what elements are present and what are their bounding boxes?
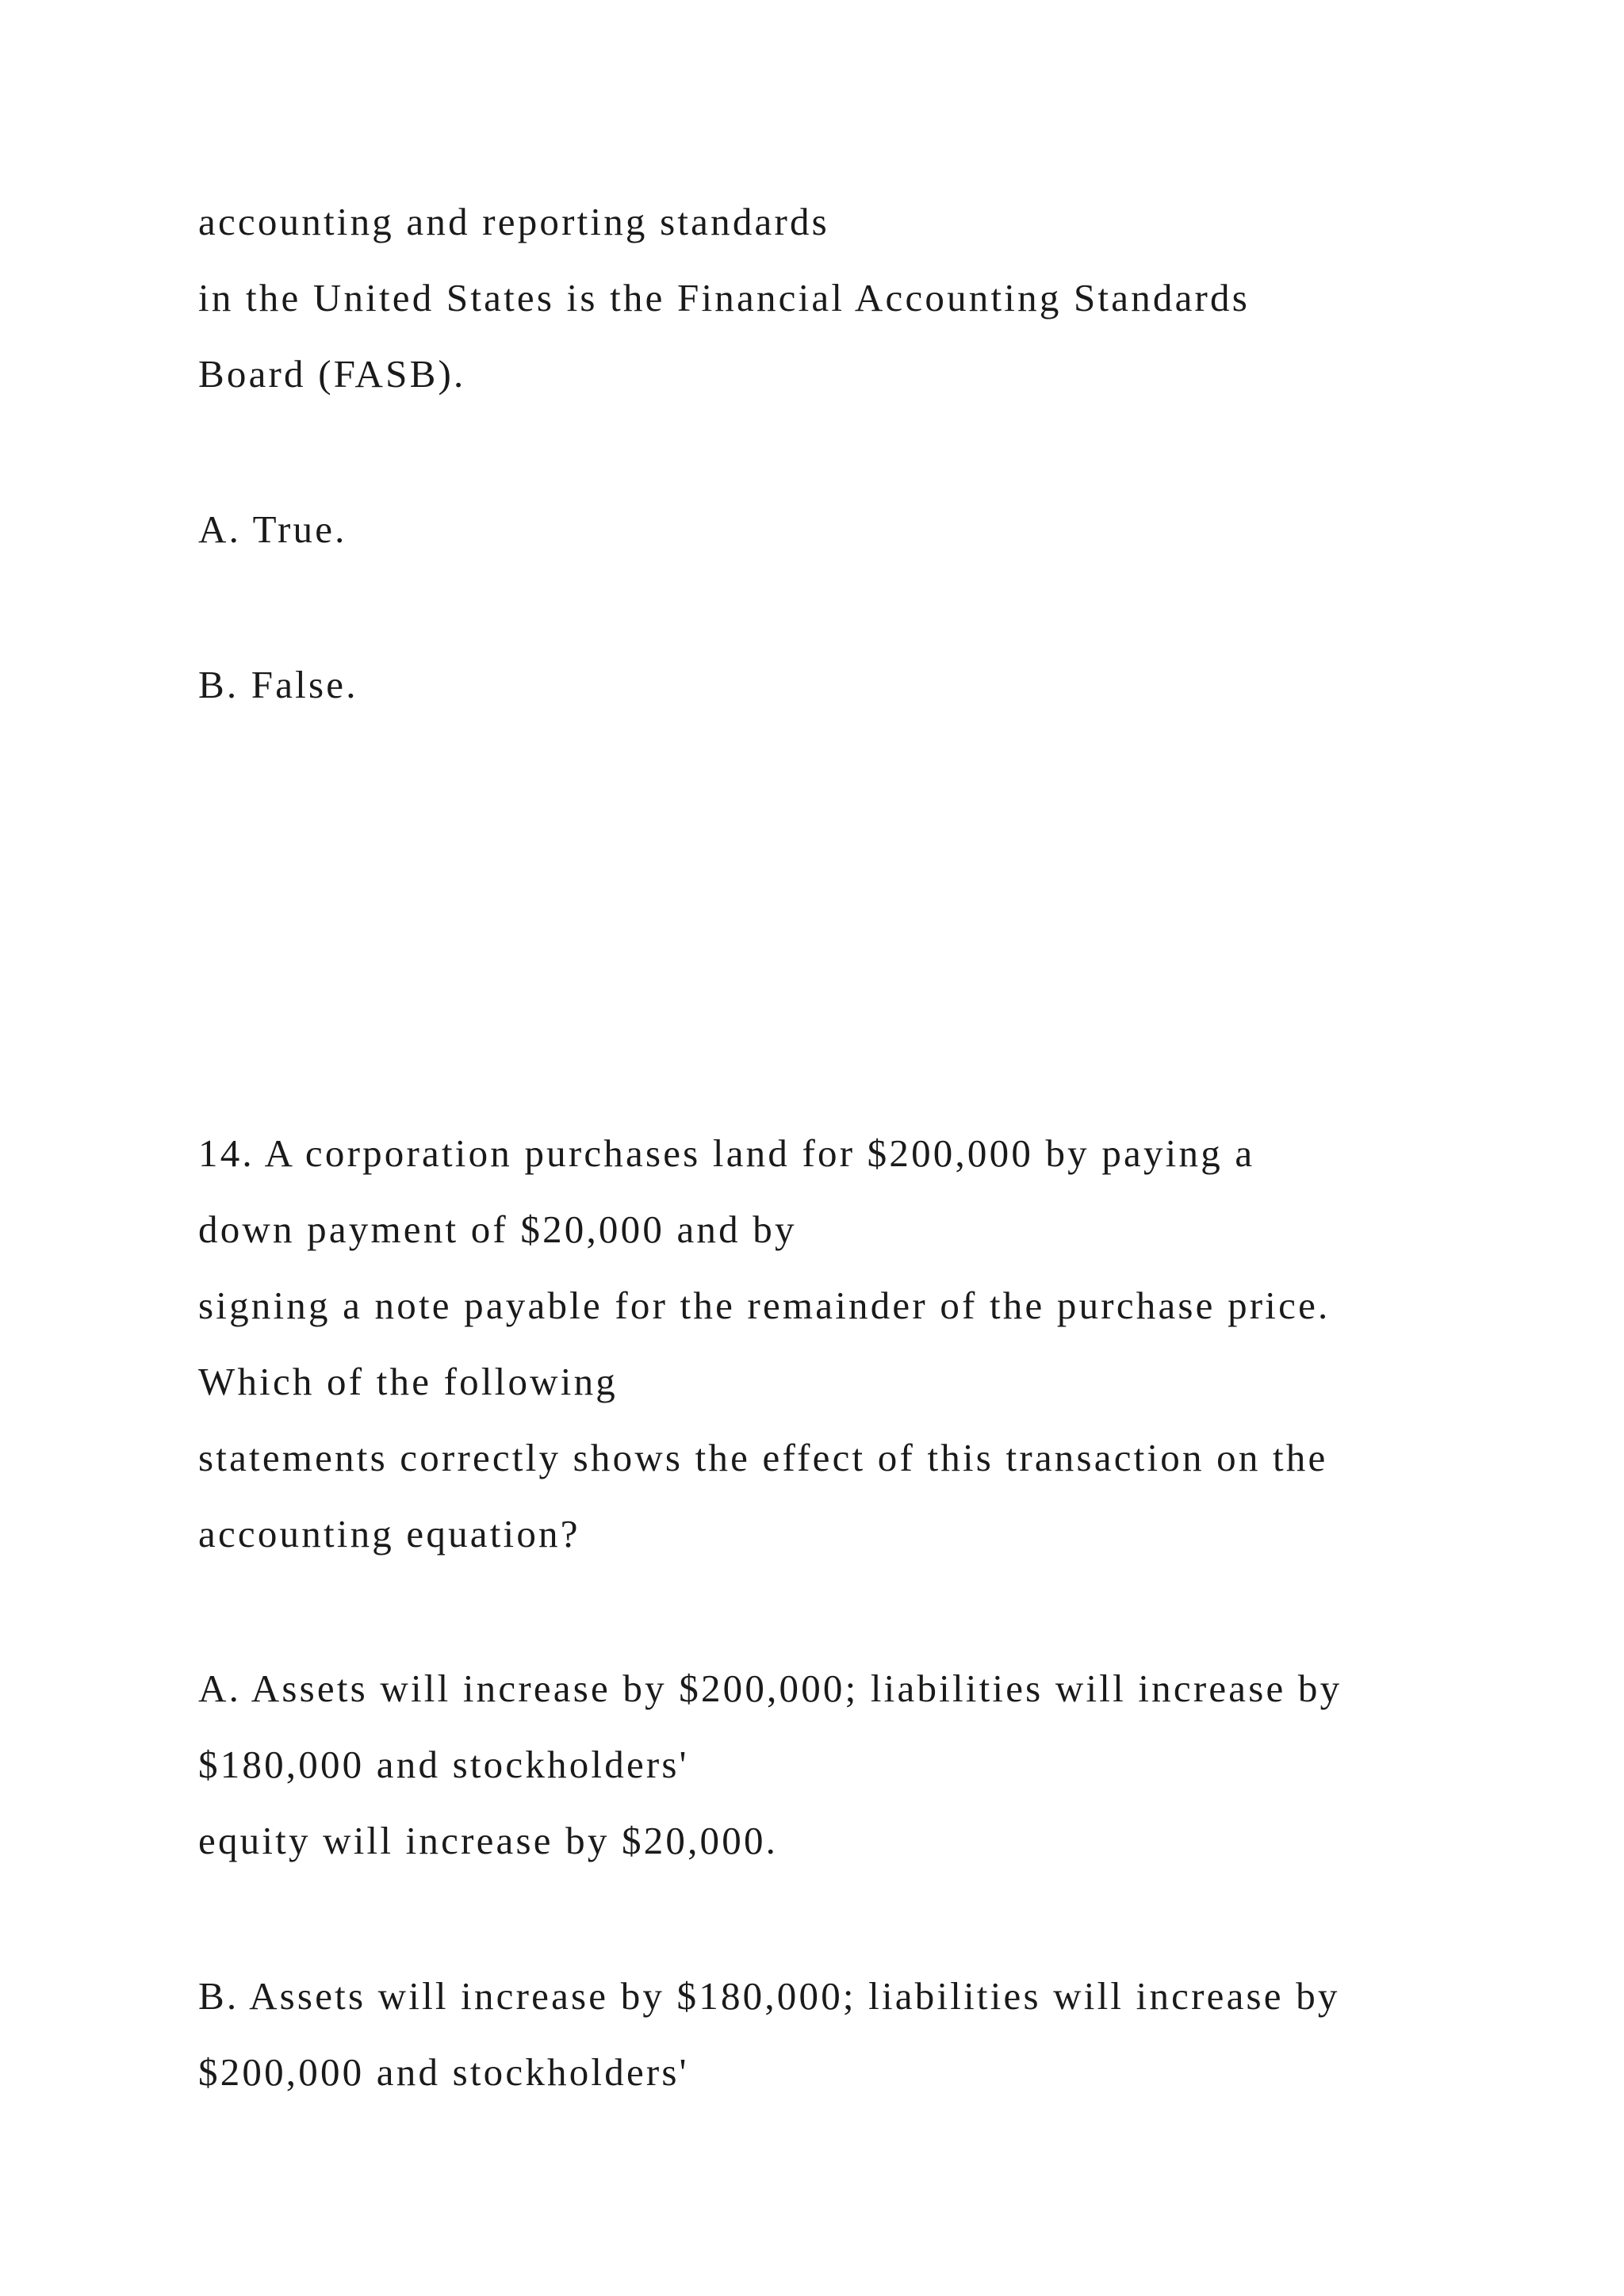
question-14-option-b-line: B. Assets will increase by $180,000; liabilities will increase by xyxy=(198,1974,1340,2018)
question-14-stem-line: signing a note payable for the remainder of the purchase price. xyxy=(198,1284,1331,1327)
question-14-stem-line: statements correctly shows the effect of this transaction on the xyxy=(198,1436,1328,1479)
question-13-stem-line: in the United States is the Financial Accounting Standards xyxy=(198,276,1251,320)
question-13-stem-line: accounting and reporting standards xyxy=(198,200,829,243)
question-14-stem-line: 14. A corporation purchases land for $200,000 by paying a xyxy=(198,1131,1255,1175)
question-13-option-b: B. False. xyxy=(198,663,358,706)
question-14-option-a-line: equity will increase by $20,000. xyxy=(198,1819,779,1862)
question-14-option-a-line: A. Assets will increase by $200,000; liabilities will increase by xyxy=(198,1667,1342,1710)
question-14-option-a-line: $180,000 and stockholders' xyxy=(198,1743,689,1786)
question-14-stem-line: accounting equation? xyxy=(198,1512,580,1556)
question-13-stem-line: Board (FASB). xyxy=(198,352,466,396)
question-13-option-a: A. True. xyxy=(198,507,347,551)
question-14-stem-line: Which of the following xyxy=(198,1360,618,1403)
question-14-stem-line: down payment of $20,000 and by xyxy=(198,1207,797,1251)
question-14-option-b-line: $200,000 and stockholders' xyxy=(198,2050,689,2094)
